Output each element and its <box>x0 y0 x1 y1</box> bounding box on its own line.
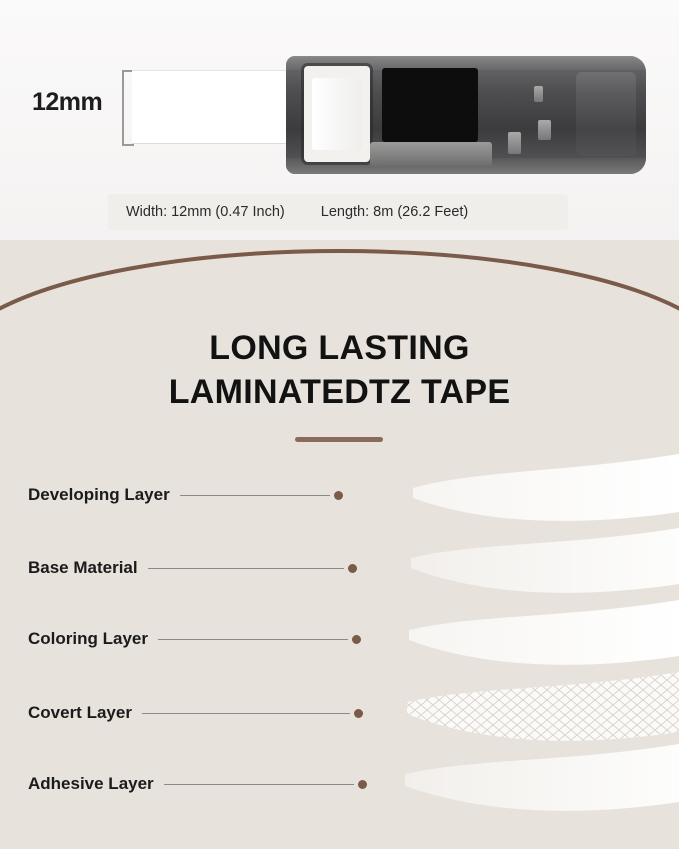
leader-dot <box>358 780 367 789</box>
leader-dot <box>354 709 363 718</box>
leader-dot <box>352 635 361 644</box>
leader-dot <box>334 491 343 500</box>
layer-callout-adhesive <box>28 774 367 794</box>
cartridge-rib <box>576 72 636 156</box>
leader-line <box>180 495 330 496</box>
layer-label: Covert Layer <box>28 703 132 722</box>
headline-line-2: LAMINATEDTZ TAPE <box>168 373 511 411</box>
tape-cartridge <box>286 56 646 174</box>
leader-line <box>164 784 354 785</box>
spec-width: Width: 12mm (0.47 Inch) <box>126 204 285 220</box>
width-dimension-label: 12mm <box>32 88 103 116</box>
headline-line-1: LONG LASTING <box>209 329 470 367</box>
layer-label: Base Material <box>28 558 138 577</box>
leader-dot <box>348 564 357 573</box>
cartridge-slab <box>370 142 492 166</box>
leader-line <box>142 713 350 714</box>
headline-underline <box>295 437 383 442</box>
leader-line <box>148 568 344 569</box>
layer-callout-developing <box>28 485 343 505</box>
layer-callout-covert <box>28 703 363 723</box>
layer-label: Developing Layer <box>28 485 170 504</box>
spec-length: Length: 8m (26.2 Feet) <box>320 204 469 220</box>
layer-label: Adhesive Layer <box>28 774 154 793</box>
cartridge-black-window <box>382 68 478 142</box>
cartridge-peg <box>508 132 521 154</box>
cartridge-peg <box>538 120 551 140</box>
headline <box>0 326 679 414</box>
cartridge-peg <box>534 86 543 102</box>
layer-label: Coloring Layer <box>28 629 148 648</box>
layer-callout-base-material <box>28 558 357 578</box>
leader-line <box>158 639 348 640</box>
layer-callout-coloring <box>28 629 361 649</box>
cartridge-spool-window <box>304 66 370 162</box>
